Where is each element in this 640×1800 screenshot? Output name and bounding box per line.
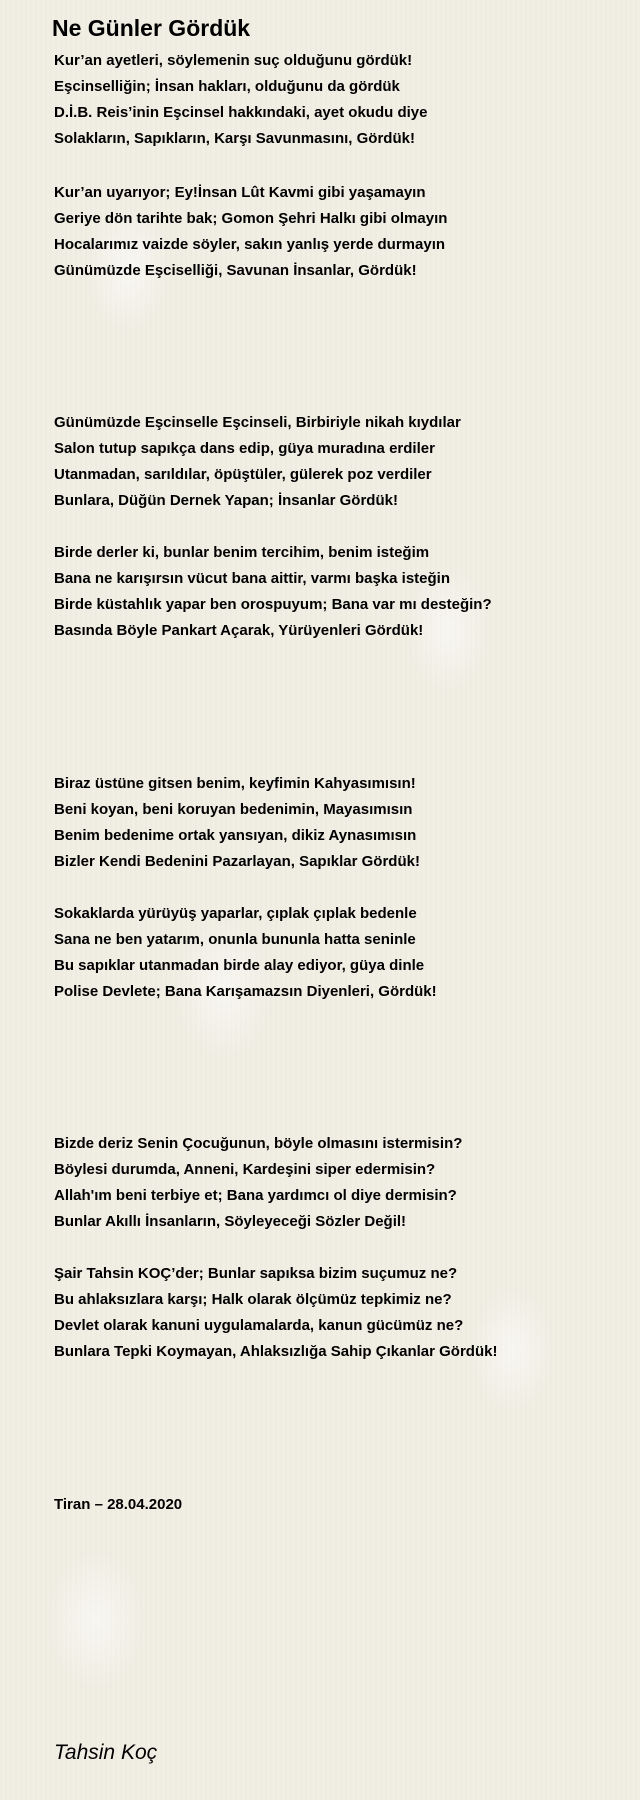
poem-line: Geriye dön tarihte bak; Gomon Şehri Halkı gibi olmayın	[54, 210, 448, 227]
poem-line: Bunlara, Düğün Dernek Yapan; İnsanlar Gördük!	[54, 492, 398, 509]
stanza-1	[54, 48, 427, 152]
stanza-3	[54, 410, 461, 514]
poem-line: Sana ne ben yatarım, onunla bununla hatta seninle	[54, 931, 416, 948]
poem-line: Beni koyan, beni koruyan bedenimin, Mayasımısın	[54, 801, 413, 818]
poem-line: Hocalarımız vaizde söyler, sakın yanlış yerde durmayın	[54, 236, 446, 253]
poem-line: Bizler Kendi Bedenini Pazarlayan, Sapıklar Gördük!	[54, 853, 420, 870]
poem-line: Birde küstahlık yapar ben orospuyum; Bana var mı desteğin?	[54, 596, 492, 613]
poem-line: Böylesi durumda, Anneni, Kardeşini siper edermisin?	[54, 1161, 436, 1178]
poem-line: Kur’an uyarıyor; Ey!İnsan Lût Kavmi gibi yaşamayın	[54, 184, 426, 201]
poem-line: Biraz üstüne gitsen benim, keyfimin Kahyasımısın!	[54, 775, 416, 792]
poem-line: D.İ.B. Reis’inin Eşcinsel hakkındaki, ayet okudu diye	[54, 104, 428, 121]
stanza-7	[54, 1131, 462, 1235]
poem-line: Bizde deriz Senin Çocuğunun, böyle olmasını istermisin?	[54, 1135, 463, 1152]
poem-line: Devlet olarak kanuni uygulamalarda, kanun gücümüz ne?	[54, 1317, 464, 1334]
poem-line: Salon tutup sapıkça dans edip, güya muradına erdiler	[54, 440, 435, 457]
stanza-4	[54, 540, 492, 644]
poem-line: Kur’an ayetleri, söylemenin suç olduğunu gördük!	[54, 52, 413, 69]
poem-line: Günümüzde Eşciselliği, Savunan İnsanlar, Gördük!	[54, 262, 417, 279]
stanza-6	[54, 901, 437, 1005]
stanza-5	[54, 771, 420, 875]
stanza-8	[54, 1261, 497, 1365]
poem-line: Bu ahlaksızlara karşı; Halk olarak ölçümüz tepkimiz ne?	[54, 1291, 452, 1308]
poem-line: Solakların, Sapıkların, Karşı Savunmasını, Gördük!	[54, 130, 415, 147]
poem-line: Benim bedenime ortak yansıyan, dikiz Aynasımısın	[54, 827, 417, 844]
poem-line: Günümüzde Eşcinselle Eşcinseli, Birbiriyle nikah kıydılar	[54, 414, 461, 431]
poem-line: Basında Böyle Pankart Açarak, Yürüyenleri Gördük!	[54, 622, 424, 639]
poem-line: Utanmadan, sarıldılar, öpüştüler, gülerek poz verdiler	[54, 466, 432, 483]
stanza-2	[54, 180, 447, 284]
poem-line: Bunlar Akıllı İnsanların, Söyleyeceği Sözler Değil!	[54, 1213, 407, 1230]
poem-line: Birde derler ki, bunlar benim tercihim, benim isteğim	[54, 544, 430, 561]
poem-title: Ne Günler Gördük	[52, 15, 251, 41]
poem-line: Sokaklarda yürüyüş yaparlar, çıplak çıplak bedenle	[54, 905, 417, 922]
poem-line: Bu sapıklar utanmadan birde alay ediyor, güya dinle	[54, 957, 425, 974]
poem-line: Şair Tahsin KOÇ’der; Bunlar sapıksa bizim suçumuz ne?	[54, 1265, 458, 1282]
place-date: Tiran – 28.04.2020	[54, 1496, 183, 1513]
poem-line: Eşcinselliğin; İnsan hakları, olduğunu da gördük	[54, 78, 400, 95]
poem-line: Allah'ım beni terbiye et; Bana yardımcı ol diye dermisin?	[54, 1187, 457, 1204]
poem-line: Polise Devlete; Bana Karışamazsın Diyenleri, Gördük!	[54, 983, 437, 1000]
poem-line: Bunlara Tepki Koymayan, Ahlaksızlığa Sahip Çıkanlar Gördük!	[54, 1343, 498, 1360]
poem-line: Bana ne karışırsın vücut bana aittir, varmı başka isteğin	[54, 570, 450, 587]
author-signature: Tahsin Koç	[54, 1741, 158, 1764]
